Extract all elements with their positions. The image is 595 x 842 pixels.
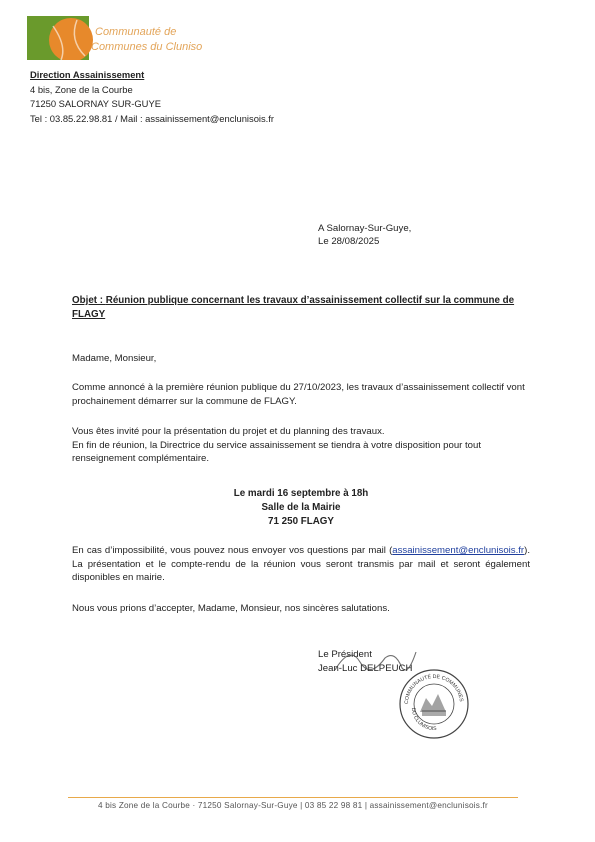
date: Le 28/08/2025: [318, 236, 380, 247]
sender-address-line1: 4 bis, Zone de la Courbe: [30, 83, 133, 95]
director-availability: En fin de réunion, la Directrice du service assainissement se tiendra à votre disposition pour tout renseignement complémentaire.: [72, 439, 482, 465]
department-name: Direction Assainissement: [30, 69, 145, 80]
logo-text-line2: Communes du Clunisois: [91, 41, 202, 53]
stamp-text-bottom: DU CLUNISOIS: [409, 707, 437, 733]
sender-contact: Tel : 03.85.22.98.81 / Mail : assainissement@enclunisois.fr: [30, 112, 275, 124]
subject-line: [72, 294, 527, 322]
signatory-title: Le Président: [318, 649, 372, 660]
signatory-name: Jean-Luc DELPEUCH: [318, 662, 413, 674]
official-stamp-icon: [398, 668, 470, 740]
salutation: Madame, Monsieur,: [72, 353, 157, 364]
meeting-details: [72, 487, 530, 529]
footer-divider: [68, 797, 518, 798]
place: A Salornay-Sur-Guye,: [318, 223, 412, 234]
sender-block: [30, 68, 274, 126]
meeting-town: 71 250 FLAGY: [268, 516, 334, 527]
stamp-text-top: COMMUNAUTÉ DE COMMUNES: [403, 673, 464, 705]
paragraph-questions: [72, 544, 530, 585]
subject-text: Réunion publique concernant les travaux d’assainissement collectif sur la commune de FLAGY: [72, 295, 515, 320]
logo-orange-circle: [49, 18, 93, 60]
sender-address-line2: 71250 SALORNAY SUR-GUYE: [30, 98, 161, 110]
meeting-room: Salle de la Mairie: [261, 502, 341, 513]
questions-text-before: En cas d’impossibilité, vous pouvez nous envoyer vos questions par mail (: [72, 545, 393, 556]
email-link[interactable]: assainissement@enclunisois.fr: [392, 545, 525, 556]
organization-logo: [27, 16, 202, 60]
closing-formula: Nous vous prions d’accepter, Madame, Monsieur, nos sincères salutations.: [72, 603, 390, 614]
subject-prefix: Objet :: [72, 295, 106, 306]
paragraph-announcement: Comme annoncé à la première réunion publique du 27/10/2023, les travaux d’assainissement collectif vont prochainement démarrer sur la commune de FLAGY.: [72, 382, 525, 407]
logo-text-line1: Communauté de: [95, 26, 177, 38]
questions-text-after: ). La présentation et le compte-rendu de la réunion vous seront transmis par mail et seront également disponibles en mairie.: [72, 545, 530, 584]
invitation-line: Vous êtes invité pour la présentation du projet et du planning des travaux.: [72, 426, 385, 437]
place-date-block: [318, 222, 411, 248]
paragraph-invitation: [72, 425, 530, 466]
meeting-date: Le mardi 16 septembre à 18h: [233, 488, 369, 499]
footer-text: 4 bis Zone de la Courbe · 71250 Salornay-Sur-Guye | 03 85 22 98 81 | assainissement@enclunisois.fr: [98, 801, 488, 810]
